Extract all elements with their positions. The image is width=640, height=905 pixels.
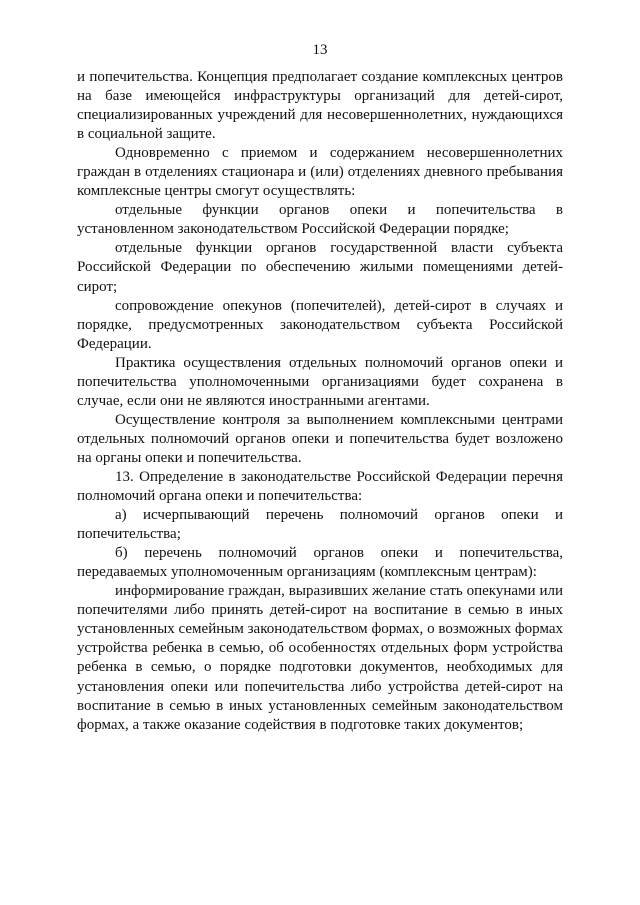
paragraph: Одновременно с приемом и содержанием несовершеннолетних граждан в отделениях стационара и (или) отделениях дневного пребывания комплексные центры смогут осуществлять: <box>77 145 563 200</box>
document-body <box>77 68 563 735</box>
paragraph: 13. Определение в законодательстве Российской Федерации перечня полномочий органа опеки и попечительства: <box>77 468 563 505</box>
paragraph: а) исчерпывающий перечень полномочий органов опеки и попечительства; <box>77 507 563 543</box>
paragraph: отдельные функции органов опеки и попечительства в установленном законодательством Российской Федерации порядке; <box>77 202 563 238</box>
paragraph: Практика осуществления отдельных полномочий органов опеки и попечительства уполномоченными организациями будет сохранена в случае, если они не являются иностранными агентами. <box>77 354 563 409</box>
page-number: 13 <box>312 42 328 58</box>
paragraph: отдельные функции органов государственной власти субъекта Российской Федерации по обеспечению жилыми помещениями детей-сирот; <box>77 240 563 295</box>
paragraph: б) перечень полномочий органов опеки и попечительства, передаваемых уполномоченным организациям (комплексным центрам): <box>77 545 563 581</box>
paragraph: сопровождение опекунов (попечителей), детей-сирот в случаях и порядке, предусмотренных законодательством субъекта Российской Федерации. <box>77 297 563 352</box>
paragraph: информирование граждан, выразивших желание стать опекунами или попечителями либо принять детей-сирот на воспитание в семью в иных установленных семейным законодательством формах, о возможных формах устройства ребенка в семью, об особенностях отдельных форм устройства ребенка в семью, о порядке подготовки документов, необходимых для установления опеки или попечительства либо устройства детей-сирот на воспитание в семью в иных установленных семейным законодательством формах, а также оказание содействия в подготовке таких документов; <box>77 583 563 733</box>
paragraph: Осуществление контроля за выполнением комплексными центрами отдельных полномочий органов опеки и попечительства будет возложено на органы опеки и попечительства. <box>77 411 563 466</box>
paragraph: и попечительства. Концепция предполагает создание комплексных центров на базе имеющейся инфраструктуры организаций для детей-сирот, специализированных учреждений для несовершеннолетних, нуждающихся в социальной защите. <box>77 69 563 143</box>
